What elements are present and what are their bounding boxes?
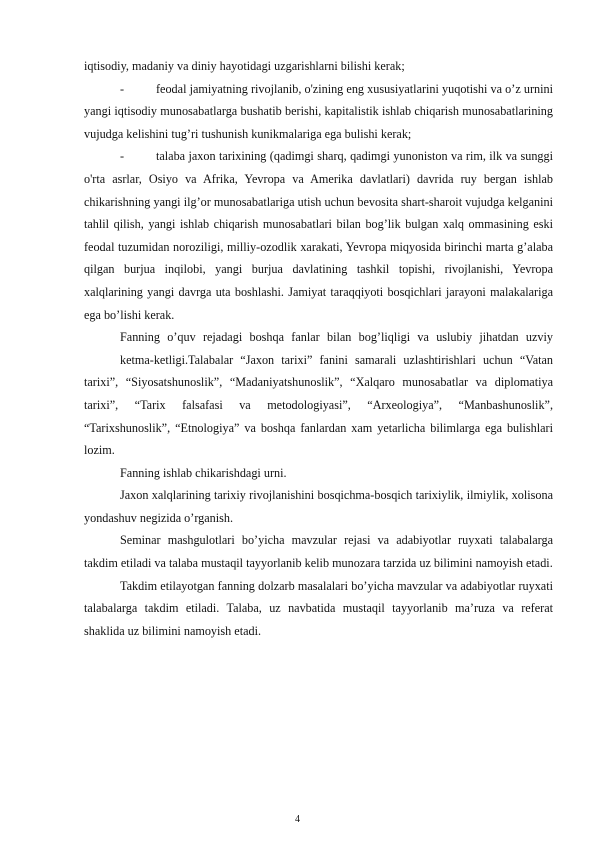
bullet-dash: - bbox=[120, 81, 125, 96]
bullet-item-feudal bbox=[84, 78, 553, 146]
bullet-dash: - bbox=[120, 149, 125, 164]
paragraph-topical-issues: Takdim etilayotgan fanning dolzarb masalalari bo’yicha mavzular va adabiyotlar ruyxati talabalarga takdim etiladi. Talaba, uz navbatida mustaqil tayyorlanib ma’ruza va referat shaklida uz bilimini namoyish etadi. bbox=[84, 578, 553, 638]
page-number: 4 bbox=[295, 814, 300, 825]
bullet-text: feodal jamiyatning rivojlanib, o'zining eng xususiyatlarini yuqotishi va o’z urnini yangi iqtisodiy munosabatlarga bushatib berishi, kapitalistik ishlab chiqarish munosabatlarining vujudga kelishini tug’ri tushunish kunikmalariga ega bulishi kerak; bbox=[84, 81, 553, 141]
paragraph-study-approach: Jaxon xalqlarining tarixiy rivojlanishini bosqichma-bosqich tarixiylik, ilmiylik, xolisona yondashuv negizida o’rganish. bbox=[84, 488, 553, 525]
bullet-text: talaba jaxon tarixining (qadimgi sharq, qadimgi yunoniston va rim, ilk va sunggi o'rta asrlar, Osiyo va Afrika, Yevropa va Amerika davlatlari) davrida ruy bergan ishlab chikarishning yangi ilg’or munosabatlariga utish uchun bevosita shart-sharoit vujudga kelganini tahlil qilish, yangi ishlab chiqarish munosabatlari bilan bog’lik bulgan xalq ommasining eski feodal tuzumidan noroziligi, milliy-ozodlik xarakati, Yevropa miqyosida birinchi marta g’alaba qilgan burjua inqilobi, yangi burjua davlatining tashkil topishi, rivojlanishi, Yevropa xalqlarining yangi davrga uta boshlashi. Jamiyat taraqqiyoti bosqichlari jarayoni malakalariga ega bo’lishi kerak. bbox=[84, 149, 553, 322]
document-body bbox=[84, 55, 553, 642]
paragraph-intro-continuation: iqtisodiy, madaniy va diniy hayotidagi uzgarishlarni bilishi kerak; bbox=[84, 59, 405, 73]
bullet-item-student bbox=[84, 145, 553, 326]
paragraph-seminar: Seminar mashgulotlari bo’yicha mavzular rejasi va adabiyotlar ruyxati talabalarga takdim etiladi va talaba mustaqil tayyorlanib kelib munozara tarzida uz bilimini namoyish etadi. bbox=[84, 533, 553, 571]
paragraph-related-subjects: ketma-ketligi.Talabalar “Jaxon tarixi” fanini samarali uzlashtirishlari uchun “Vatan tarixi”, “Siyosatshunoslik”, “Madaniyatshunoslik”, “Xalqaro munosabatlar va diplomatiya tarixi”, “Tarix falsafasi va metodologiyasi”, “Arxeologiya”, “Manbashunoslik”, “Tarixshunoslik”, “Etnologiya” va boshqa fanlardan xam yetarlicha bilimlarga ega bulishlari lozim. bbox=[84, 352, 553, 458]
paragraph-production-role: Fanning ishlab chikarishdagi urni. bbox=[120, 465, 287, 480]
paragraph-related-subjects-heading: Fanning o’quv rejadagi boshqa fanlar bilan bog’liqligi va uslubiy jihatdan uzviy bbox=[120, 330, 553, 345]
